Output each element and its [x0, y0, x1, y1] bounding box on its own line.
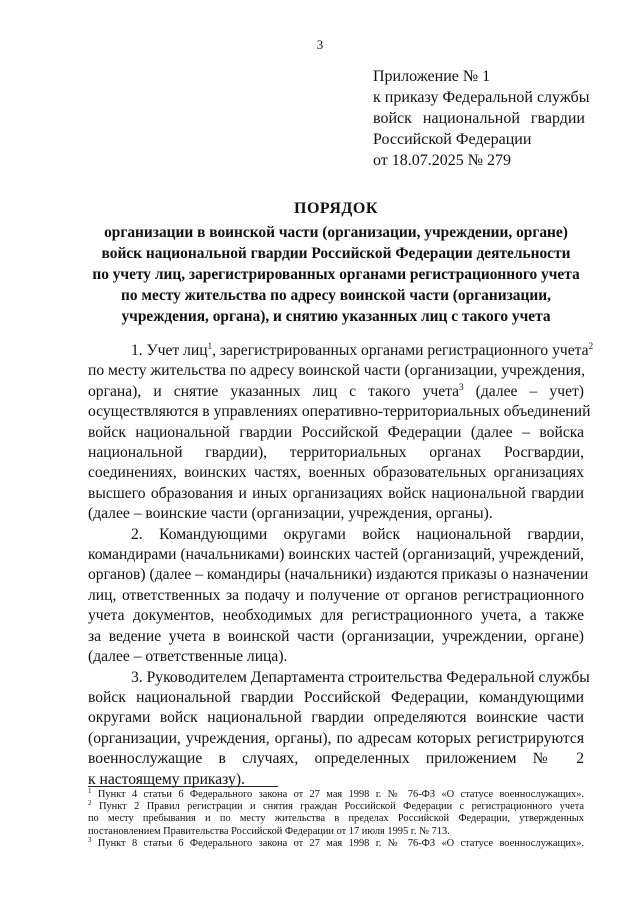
body-text-run: 1. Учет лиц: [131, 342, 208, 359]
document-body: [88, 341, 594, 790]
appendix-line: Российской Федерации: [373, 131, 532, 148]
footnotes: [88, 789, 584, 850]
appendix-line: от 18.07.2025 № 279: [373, 152, 512, 169]
footnote-marker: 1: [88, 787, 92, 795]
footnote-2-continued: постановлением Правительства Российской Федерации от 17 июля 1995 г. № 713.: [88, 825, 450, 837]
appendix-line: войск национальной гвардии: [373, 110, 585, 127]
paragraph-2-line: учета документов, необходимых для регистрационного учета, а также: [88, 607, 584, 625]
subtitle-line: по учету лиц, зарегистрированных органами регистрационного учета: [92, 266, 580, 283]
paragraph-1-line: по месту жительства по адресу воинской части (организации, учреждения,: [88, 362, 586, 380]
paragraph-2-line: лиц, ответственных за подачу и получение от органов регистрационного: [88, 586, 584, 604]
appendix-line: Приложение № 1: [373, 68, 491, 85]
body-text-run: , зарегистрированных органами регистрационного учета: [212, 342, 589, 359]
subtitle-line: по месту жительства по адресу воинской части (организации,: [121, 287, 551, 304]
footnote-text: Пункт 2 Правил регистрации и снятия граждан Российской Федерации с регистрационного учета: [91, 801, 584, 813]
footnote-2: [88, 801, 584, 813]
paragraph-3-line: войск национальной гвардии Российской Федерации, командующими: [88, 688, 584, 706]
paragraph-3-line: (организации, учреждения, органы), по адресам которых регистрируются: [88, 729, 584, 747]
paragraph-2-line: 2. Командующими округами войск национальной гвардии,: [131, 525, 584, 543]
footnote-1: [88, 789, 584, 801]
appendix-header: [373, 66, 590, 171]
footnote-ref: 2: [588, 341, 594, 351]
paragraph-3-line: округами войск национальной гвардии определяются воинские части: [88, 709, 584, 727]
document-title: ПОРЯДОК: [294, 200, 378, 217]
paragraph-1-line: (далее – воинские части (организации, учреждения, органы).: [88, 505, 493, 523]
subtitle-line: учреждения, органа), и снятию указанных лиц с такого учета: [121, 308, 551, 325]
footnote-ref: 3: [459, 381, 464, 392]
subtitle-line: организации в воинской части (организации, учреждении, органе): [104, 224, 568, 241]
body-text-run: (далее – учет): [463, 382, 585, 400]
page-number: 3: [316, 37, 324, 52]
paragraph-3-line: к настоящему приказу).: [88, 770, 245, 788]
paragraph-1-line: соединениях, воинских частях, военных образовательных организациях: [88, 464, 584, 482]
paragraph-1-line: высшего образования и иных организациях войск национальной гвардии: [88, 484, 584, 502]
footnote-text: Пункт 4 статьи 6 Федерального закона от 27 мая 1998 г. № 76-ФЗ «О статусе военнослужащих».: [91, 789, 584, 800]
paragraph-1-line: [88, 382, 584, 402]
footnote-ref: 1: [207, 341, 213, 351]
paragraph-1-line: [88, 341, 594, 361]
subtitle-line: войск национальной гвардии Российской Федерации деятельности: [101, 245, 571, 262]
paragraph-2-line: за ведение учета в воинской части (организации, учреждении, органе): [88, 627, 584, 645]
footnote-divider: [88, 786, 278, 787]
paragraph-1-line: национальной гвардии), территориальных органах Росгвардии,: [88, 444, 584, 462]
paragraph-2-line: командирами (начальниками) воинских частей (организаций, учреждений,: [88, 546, 584, 564]
footnote-marker: 3: [88, 835, 92, 844]
paragraph-1-line: осуществляются в управлениях оперативно-территориальных объединений: [88, 403, 591, 421]
paragraph-3-line: военнослужащие в случаях, определенных приложением № 2: [88, 750, 584, 768]
paragraph-1-line: войск национальной гвардии Российской Федерации (далее – войска: [88, 423, 584, 441]
footnote-text: Пункт 8 статьи 6 Федерального закона от 27 мая 1998 г. № 76-ФЗ «О статусе военнослужащих».: [91, 837, 584, 849]
document-subtitle: [88, 222, 584, 327]
footnote-2-continued: по месту пребывания и по месту жительства в пределах Российской Федерации, утвержденных: [88, 813, 584, 825]
paragraph-2-line: органов) (далее – командиры (начальники) издаются приказы о назначении: [88, 566, 589, 584]
appendix-line: к приказу Федеральной службы: [373, 89, 590, 106]
footnote-3: [88, 835, 584, 850]
footnote-marker: 2: [88, 799, 92, 808]
paragraph-3-line: 3. Руководителем Департамента строительства Федеральной службы: [131, 668, 590, 686]
body-text-run: органа), и снятие указанных лиц с такого учета: [88, 382, 460, 400]
paragraph-2-line: (далее – ответственные лица).: [88, 648, 288, 666]
